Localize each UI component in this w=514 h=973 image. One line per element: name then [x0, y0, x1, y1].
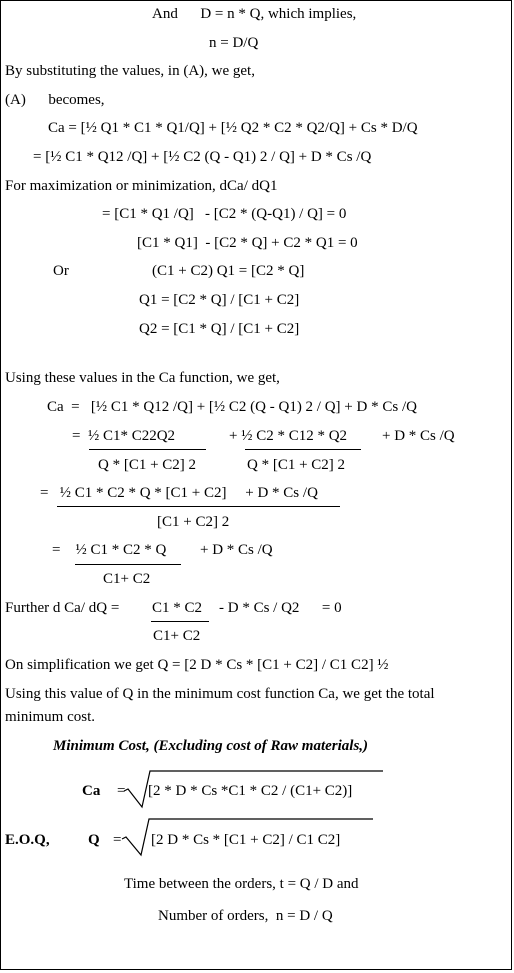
fraction-denominator: [C1 + C2] 2: [157, 514, 230, 530]
text-line: (A) becomes,: [5, 92, 105, 108]
fraction-bar: [151, 621, 209, 622]
formula-label: Ca: [82, 783, 101, 799]
equation-line: = [½ C1 * Q12 /Q] + [½ C2 (Q - Q1) 2 / Q] + D * Cs /Q: [33, 149, 372, 165]
equation-term: - D * Cs / Q2 = 0: [219, 600, 342, 616]
equation-line: Q2 = [C1 * Q] / [C1 + C2]: [139, 321, 300, 337]
equation-line: (C1 + C2) Q1 = [C2 * Q]: [152, 263, 305, 279]
equation-term: + D * Cs /Q: [200, 542, 273, 558]
formula-expression: [2 D * Cs * [C1 + C2] / C1 C2]: [151, 832, 341, 848]
equation-line: Q1 = [C2 * Q] / [C1 + C2]: [139, 292, 300, 308]
text-line: Using this value of Q in the minimum cost function Ca, we get the total: [5, 686, 435, 702]
text-line: Time between the orders, t = Q / D and: [124, 876, 359, 892]
section-heading: Minimum Cost, (Excluding cost of Raw materials,): [53, 738, 369, 754]
fraction-numerator: C1 * C2: [152, 600, 203, 616]
fraction-denominator: C1+ C2: [153, 628, 201, 644]
fraction-bar: [57, 506, 340, 507]
equation-line: And D = n * Q, which implies,: [152, 6, 357, 22]
text-line: minimum cost.: [5, 709, 95, 725]
equation-line: n = D/Q: [209, 35, 259, 51]
formula-label: Q: [88, 832, 100, 848]
equation-line: Ca = [½ C1 * Q12 /Q] + [½ C2 (Q - Q1) 2 / Q] + D * Cs /Q: [47, 399, 417, 415]
text-line: Using these values in the Ca function, we get,: [5, 370, 280, 386]
fraction-numerator: = ½ C1 * C2 * Q: [52, 542, 167, 558]
equals-sign: =: [117, 783, 126, 799]
fraction-numerator: + ½ C2 * C12 * Q2: [229, 428, 348, 444]
equation-label: Or: [53, 263, 69, 279]
formula-expression: [2 * D * Cs *C1 * C2 / (C1+ C2)]: [148, 783, 353, 799]
fraction-denominator: C1+ C2: [103, 571, 151, 587]
fraction-denominator: Q * [C1 + C2] 2: [247, 457, 346, 473]
text-line: For maximization or minimization, dCa/ dQ1: [5, 178, 278, 194]
fraction-denominator: Q * [C1 + C2] 2: [98, 457, 197, 473]
equation-term: + D * Cs /Q: [382, 428, 455, 444]
formula-label: E.O.Q,: [5, 832, 50, 848]
equation-line: Ca = [½ Q1 * C1 * Q1/Q] + [½ Q2 * C2 * Q2/Q] + Cs * D/Q: [48, 120, 418, 136]
equation-line: = [C1 * Q1 /Q] - [C2 * (Q-Q1) / Q] = 0: [102, 206, 347, 222]
text-line: On simplification we get Q = [2 D * Cs * [C1 + C2] / C1 C2] ½: [5, 657, 389, 673]
text-line: Number of orders, n = D / Q: [158, 908, 333, 924]
text-line: By substituting the values, in (A), we get,: [5, 63, 255, 79]
fraction-bar: [245, 449, 361, 450]
fraction-numerator: = ½ C1* C22Q2: [72, 428, 176, 444]
equation-line: [C1 * Q1] - [C2 * Q] + C2 * Q1 = 0: [137, 235, 358, 251]
fraction-bar: [75, 564, 181, 565]
fraction-bar: [89, 449, 206, 450]
text-line: Further d Ca/ dQ =: [5, 600, 120, 616]
equals-sign: =: [113, 832, 122, 848]
fraction-numerator: = ½ C1 * C2 * Q * [C1 + C2] + D * Cs /Q: [40, 485, 318, 501]
